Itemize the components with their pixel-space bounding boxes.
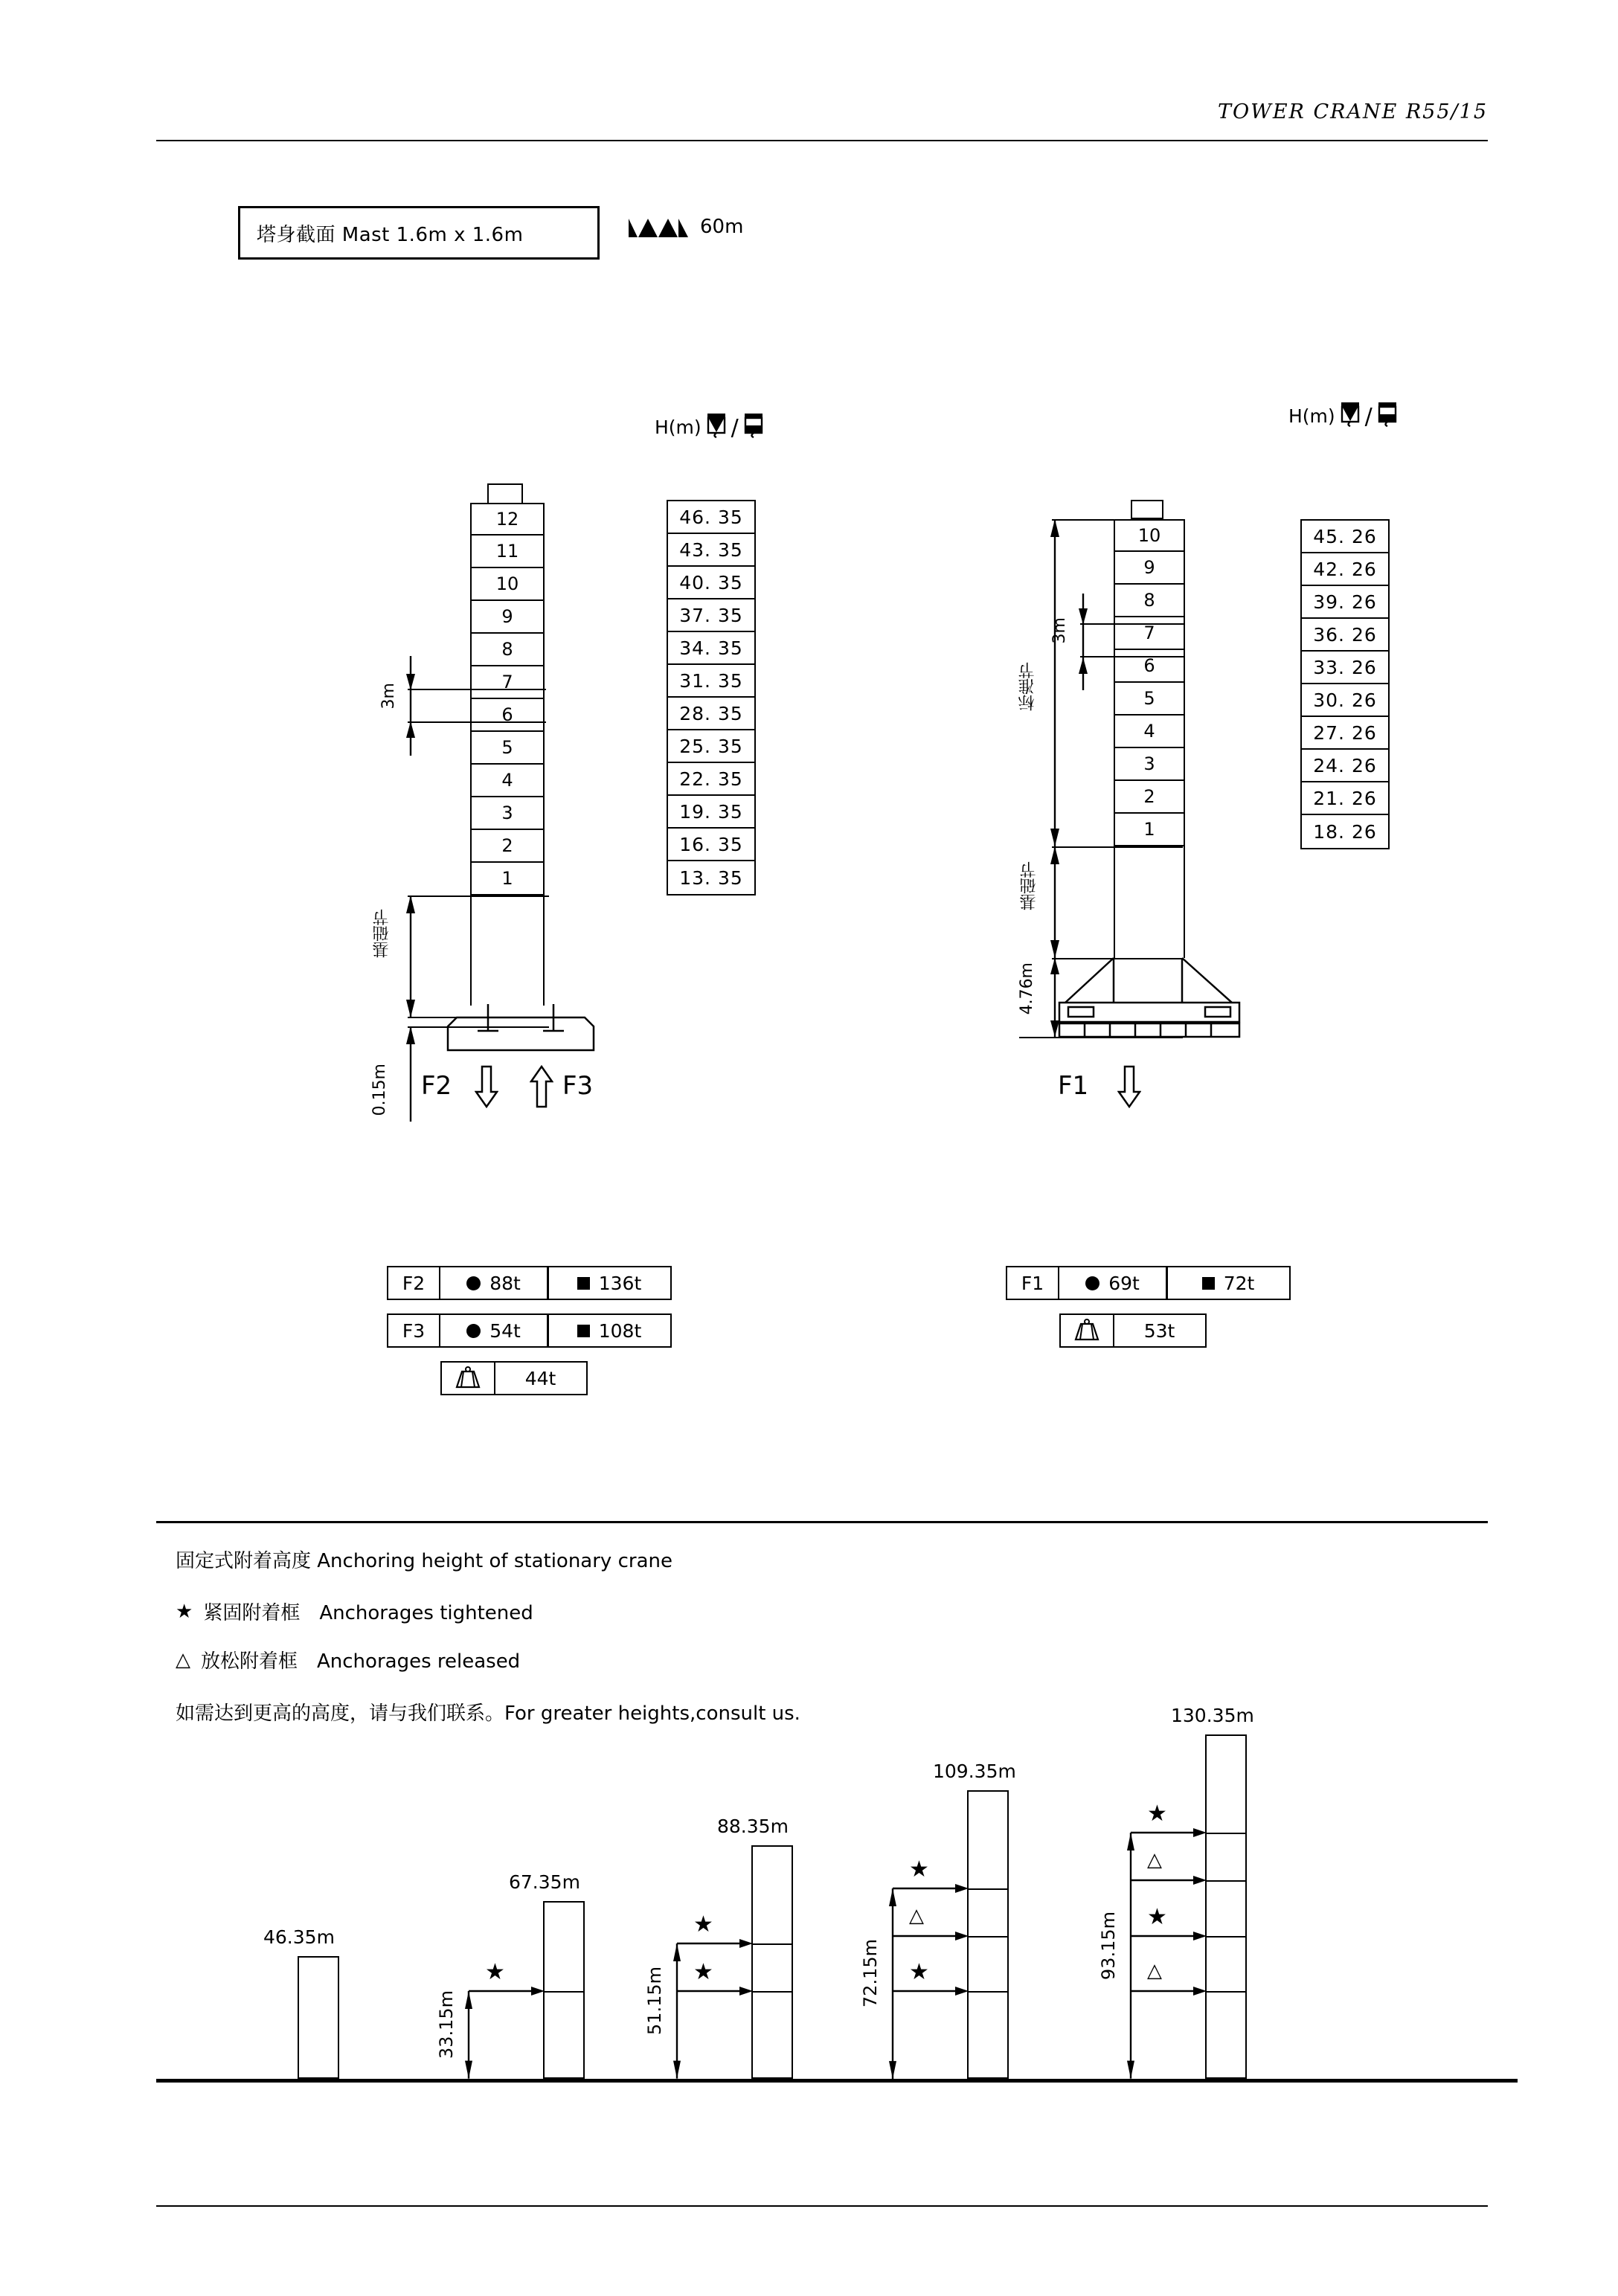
jib-length-value: 60m bbox=[700, 216, 744, 238]
right-standard-bottom-leader bbox=[1052, 846, 1183, 848]
legend-title-text: 固定式附着高度 Anchoring height of stationary crane bbox=[176, 1550, 672, 1572]
right-standard-section-label: 标准节 bbox=[1018, 662, 1037, 711]
left-foundation-block bbox=[446, 1004, 595, 1053]
left-height-values bbox=[667, 500, 756, 895]
mast-section: 2 bbox=[472, 830, 543, 863]
left-dim-3m-arrows bbox=[402, 655, 420, 759]
left-mast-cap bbox=[487, 483, 523, 504]
legend-note bbox=[176, 1698, 800, 1726]
force-name: F1 bbox=[1021, 1272, 1044, 1294]
anchorage-leader-arrow bbox=[1131, 1986, 1208, 1996]
hm-separator: / bbox=[1364, 404, 1373, 430]
right-base-bottom-leader bbox=[1052, 958, 1183, 959]
anchorage-leader-arrow bbox=[469, 1986, 546, 1996]
height-value-cell: 36. 26 bbox=[1302, 619, 1388, 652]
trolley-hook-icon bbox=[1378, 402, 1397, 427]
height-value-cell: 33. 26 bbox=[1302, 652, 1388, 684]
height-value-cell: 30. 26 bbox=[1302, 684, 1388, 717]
right-standard-dim-arrows bbox=[1046, 519, 1064, 848]
height-value-cell: 27. 26 bbox=[1302, 717, 1388, 750]
square-base-load: 108t bbox=[598, 1319, 642, 1342]
height-value-cell: 45. 26 bbox=[1302, 521, 1388, 553]
round-base-load: 88t bbox=[489, 1272, 521, 1294]
force-name-cell bbox=[387, 1266, 440, 1300]
anchorage-leader-arrow bbox=[1131, 1931, 1208, 1941]
right-476m-dim-arrows bbox=[1046, 958, 1064, 1038]
anchorage-division-line bbox=[967, 1888, 1009, 1890]
anchor-height-dimension bbox=[885, 1888, 900, 2079]
star-icon: ★ bbox=[1147, 1801, 1167, 1827]
anchorage-leader-arrow bbox=[1131, 1827, 1208, 1838]
ballast-weight-right: 53t bbox=[1113, 1313, 1207, 1348]
left-dim-3m-upper-leader bbox=[408, 689, 546, 690]
anchorage-leader-arrow bbox=[677, 1986, 754, 1996]
height-value-cell: 21. 26 bbox=[1302, 782, 1388, 815]
star-icon: ★ bbox=[693, 1959, 713, 1986]
right-base-dim-label: 4.76m bbox=[1018, 962, 1036, 1015]
mast-section: 11 bbox=[472, 536, 543, 568]
left-dim-3m-lower-leader bbox=[408, 721, 546, 723]
height-value-cell: 18. 26 bbox=[1313, 820, 1377, 843]
left-height-column-header bbox=[655, 413, 763, 441]
star-icon: ★ bbox=[176, 1600, 193, 1623]
ballast-weight-left: 44t bbox=[494, 1361, 588, 1395]
chart-baseline bbox=[156, 2079, 1518, 2083]
round-base-load-cell bbox=[439, 1266, 549, 1300]
mast-section: 3 bbox=[472, 797, 543, 830]
mast-section: 6 bbox=[1115, 650, 1184, 683]
right-base-dim-arrows bbox=[1046, 846, 1064, 959]
mast-section-caption-box bbox=[238, 206, 600, 260]
right-mast-cap bbox=[1131, 500, 1163, 519]
round-base-load-cell bbox=[1058, 1266, 1168, 1300]
anchorage-leader-arrow bbox=[893, 1986, 970, 1996]
anchorage-leader-arrow bbox=[893, 1931, 970, 1941]
legend-released-text: 放松附着框 Anchorages released bbox=[201, 1650, 521, 1673]
left-base-section-label: 基础节 bbox=[373, 909, 391, 958]
height-value-cell: 22. 35 bbox=[668, 763, 754, 796]
left-base-bottom-leader bbox=[408, 1017, 549, 1018]
mast-section: 4 bbox=[1115, 716, 1184, 748]
height-value-cell: 31. 35 bbox=[668, 665, 754, 698]
force-name: F3 bbox=[402, 1319, 426, 1342]
anchor-height-dimension bbox=[670, 1943, 684, 2079]
height-value-cell: 13. 35 bbox=[679, 866, 743, 889]
right-height-column-header bbox=[1288, 402, 1397, 430]
anchorage-division-line bbox=[543, 1991, 585, 1993]
square-base-load: 72t bbox=[1223, 1272, 1255, 1294]
mast-section: 3 bbox=[1115, 748, 1184, 781]
ballast-block-icon bbox=[1073, 1318, 1100, 1343]
square-base-load-cell bbox=[1166, 1266, 1291, 1300]
right-dim-3m-lower-leader bbox=[1080, 656, 1184, 657]
right-dim-3m-label: 3m bbox=[1050, 617, 1069, 644]
force-table-f1 bbox=[1006, 1266, 1291, 1300]
left-base-section-shaft bbox=[470, 895, 545, 1006]
height-value-cell: 40. 35 bbox=[668, 567, 754, 599]
mast-section-caption: 塔身截面 Mast 1.6m x 1.6m bbox=[257, 223, 524, 246]
page-title: TOWER CRANE R55/15 bbox=[1217, 100, 1488, 123]
bar-height-label: 88.35m bbox=[717, 1816, 789, 1838]
force-label-f2: F2 bbox=[421, 1071, 452, 1101]
round-base-load: 69t bbox=[1108, 1272, 1140, 1294]
legend-title bbox=[176, 1546, 672, 1573]
right-hm-label: H(m) bbox=[1288, 405, 1335, 427]
anchorage-leader-arrow bbox=[677, 1938, 754, 1949]
force-name-cell bbox=[387, 1313, 440, 1348]
anchorage-division-line bbox=[1205, 1991, 1247, 1993]
height-value-cell: 24. 26 bbox=[1302, 750, 1388, 782]
mast-section: 9 bbox=[1115, 552, 1184, 585]
anchor-height-dimension bbox=[1123, 1833, 1138, 2079]
right-dim-3m-upper-leader bbox=[1080, 623, 1184, 625]
left-mast-sections bbox=[470, 503, 545, 895]
bar-height-label: 46.35m bbox=[263, 1926, 335, 1949]
height-value-cell: 19. 35 bbox=[668, 796, 754, 829]
right-standard-top-leader bbox=[1052, 519, 1183, 521]
legend-row-released bbox=[176, 1646, 520, 1673]
hook-block-icon bbox=[1341, 402, 1360, 427]
mast-section: 5 bbox=[472, 732, 543, 765]
anchor-height-dimension-label: 33.15m bbox=[436, 1990, 457, 2059]
anchor-height-dimension-label: 93.15m bbox=[1098, 1911, 1119, 1980]
force-label-f3: F3 bbox=[562, 1071, 594, 1101]
height-value-cell: 28. 35 bbox=[668, 698, 754, 730]
bar-height-label: 109.35m bbox=[933, 1760, 1016, 1782]
mast-section: 7 bbox=[1115, 617, 1184, 650]
anchorage-division-line bbox=[751, 1991, 793, 1993]
mast-section: 10 bbox=[1115, 519, 1184, 552]
mast-section: 1 bbox=[1115, 814, 1184, 846]
square-base-icon bbox=[577, 1325, 590, 1337]
mast-section: 6 bbox=[472, 699, 543, 732]
triangle-icon: △ bbox=[909, 1904, 924, 1927]
mast-section: 1 bbox=[472, 863, 543, 895]
height-value-cell: 39. 26 bbox=[1302, 586, 1388, 619]
mast-section: 4 bbox=[472, 765, 543, 797]
anchorage-division-line bbox=[751, 1943, 793, 1945]
mast-bar bbox=[751, 1845, 793, 2079]
legend-row-tightened bbox=[176, 1598, 533, 1625]
mast-section: 9 bbox=[472, 601, 543, 634]
height-value-cell: 25. 35 bbox=[668, 730, 754, 763]
star-icon: ★ bbox=[1147, 1903, 1167, 1930]
round-base-load-cell bbox=[439, 1313, 549, 1348]
mast-bar bbox=[967, 1790, 1009, 2079]
star-icon: ★ bbox=[909, 1856, 929, 1882]
mast-section: 2 bbox=[1115, 781, 1184, 814]
anchorage-leader-arrow bbox=[1131, 1875, 1208, 1885]
star-icon: ★ bbox=[693, 1911, 713, 1938]
force-label-f1: F1 bbox=[1058, 1071, 1089, 1101]
height-value-cell: 43. 35 bbox=[668, 534, 754, 567]
height-value-cell: 46. 35 bbox=[668, 501, 754, 534]
square-base-icon bbox=[1202, 1277, 1215, 1290]
bar-height-label: 67.35m bbox=[509, 1871, 580, 1893]
right-ground-leader bbox=[1019, 1037, 1183, 1038]
mast-section: 12 bbox=[472, 503, 543, 536]
anchorage-division-line bbox=[1205, 1936, 1247, 1938]
ballast-table-left bbox=[440, 1361, 588, 1395]
truss-jib-icon bbox=[629, 214, 690, 239]
left-hm-label: H(m) bbox=[655, 417, 702, 438]
ballast-block-icon bbox=[455, 1366, 481, 1391]
bar-height-label: 130.35m bbox=[1171, 1705, 1254, 1727]
round-base-load: 54t bbox=[489, 1319, 521, 1342]
legend-divider bbox=[156, 1521, 1488, 1523]
square-base-load-cell bbox=[547, 1313, 672, 1348]
jib-length-legend bbox=[629, 214, 743, 239]
mast-section: 8 bbox=[472, 634, 543, 666]
star-icon: ★ bbox=[485, 1959, 505, 1986]
left-base-dim-label: 0.15m bbox=[370, 1064, 389, 1116]
left-base-top-leader bbox=[408, 895, 549, 897]
footer-divider bbox=[156, 2205, 1488, 2207]
mast-bar bbox=[298, 1956, 339, 2079]
left-base-dim-arrows bbox=[402, 895, 420, 1019]
anchorage-leader-arrow bbox=[893, 1883, 970, 1894]
square-base-load: 136t bbox=[598, 1272, 642, 1294]
force-name: F2 bbox=[402, 1272, 426, 1294]
mast-bar bbox=[543, 1901, 585, 2079]
anchorage-division-line bbox=[1205, 1833, 1247, 1834]
round-base-icon bbox=[466, 1324, 481, 1338]
round-base-icon bbox=[466, 1276, 481, 1290]
down-arrow-icon bbox=[1117, 1065, 1141, 1110]
right-base-section-label: 基础节 bbox=[1020, 861, 1038, 910]
star-icon: ★ bbox=[909, 1959, 929, 1986]
legend-note-text: 如需达到更高的高度，请与我们联系。For greater heights,consult us. bbox=[176, 1702, 800, 1725]
anchorage-division-line bbox=[967, 1991, 1009, 1993]
height-value-cell: 42. 26 bbox=[1302, 553, 1388, 586]
height-value-cell: 16. 35 bbox=[668, 829, 754, 861]
right-mast-sections bbox=[1114, 519, 1185, 846]
mast-section: 8 bbox=[1115, 585, 1184, 617]
left-ground-leader bbox=[408, 1026, 549, 1028]
mast-section: 10 bbox=[472, 568, 543, 601]
right-height-values bbox=[1300, 519, 1390, 849]
anchor-height-dimension-label: 51.15m bbox=[644, 1967, 665, 2036]
anchorage-division-line bbox=[1205, 1880, 1247, 1882]
ballast-block-icon-cell bbox=[440, 1361, 495, 1395]
triangle-icon: △ bbox=[176, 1648, 190, 1671]
triangle-icon: △ bbox=[1147, 1960, 1162, 1983]
height-value-cell: 37. 35 bbox=[668, 599, 754, 632]
anchor-height-dimension-label: 72.15m bbox=[860, 1938, 881, 2008]
left-dim-3m-label: 3m bbox=[379, 683, 398, 710]
round-base-icon bbox=[1085, 1276, 1099, 1290]
trolley-hook-icon bbox=[744, 413, 763, 438]
triangle-icon: △ bbox=[1147, 1849, 1162, 1872]
hm-separator: / bbox=[731, 415, 739, 441]
square-base-icon bbox=[577, 1277, 590, 1290]
left-015m-dim-arrow bbox=[402, 1026, 420, 1123]
mast-section: 7 bbox=[472, 666, 543, 699]
right-dim-3m-arrows bbox=[1074, 592, 1092, 693]
square-base-load-cell bbox=[547, 1266, 672, 1300]
ballast-table-right bbox=[1059, 1313, 1207, 1348]
force-table-f2 bbox=[387, 1266, 672, 1300]
down-arrow-icon bbox=[475, 1065, 498, 1110]
force-name-cell bbox=[1006, 1266, 1059, 1300]
mast-section: 5 bbox=[1115, 683, 1184, 716]
right-base-section-shaft bbox=[1114, 846, 1185, 958]
height-value-cell: 34. 35 bbox=[668, 632, 754, 665]
mast-bar bbox=[1205, 1734, 1247, 2079]
right-foundation-assembly bbox=[1049, 956, 1250, 1038]
anchor-height-dimension bbox=[461, 1991, 476, 2079]
ballast-block-icon-cell bbox=[1059, 1313, 1114, 1348]
force-table-f3 bbox=[387, 1313, 672, 1348]
hook-block-icon bbox=[707, 413, 726, 438]
legend-tightened-text: 紧固附着框 Anchorages tightened bbox=[203, 1602, 533, 1624]
up-arrow-icon bbox=[530, 1065, 553, 1110]
anchorage-division-line bbox=[967, 1936, 1009, 1938]
header-divider bbox=[156, 140, 1488, 141]
